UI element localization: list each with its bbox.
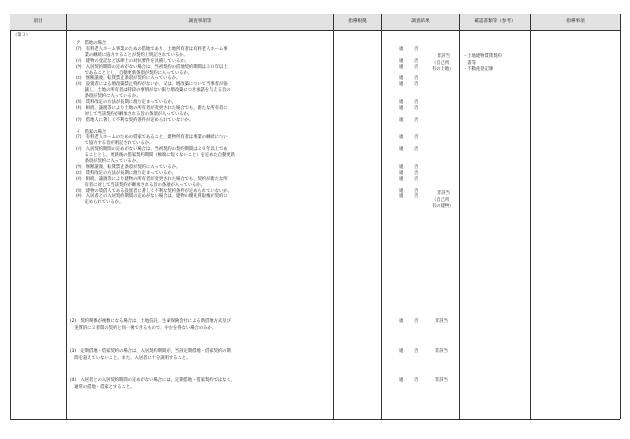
- result-mark: 否: [414, 164, 419, 170]
- check-item-text: (ｲ) 建物の登記など法律上の対抗要件を具備しているか。: [76, 58, 189, 64]
- header-item: 項目: [10, 14, 66, 30]
- check-item-text: 条項が契約に入っているか。: [76, 94, 141, 100]
- check-item-text: イ 借家の場合: [76, 129, 107, 135]
- inspection-table: [10, 14, 620, 419]
- result-mark: 適: [399, 82, 404, 88]
- section-label: （第３）: [13, 33, 31, 38]
- not-applicable-line: 非該当: [437, 191, 450, 196]
- result-mark: 適: [399, 58, 404, 64]
- col-divider-5: [530, 14, 531, 419]
- check-item-text: (ｵ) 設置者による増改築禁止特約がないか、又は、増改築について当事者が協: [76, 82, 228, 88]
- check-item-text: (ｷ) 入居者との入居契約期間の定めがない場合は、建物の優先買取権が契約に: [76, 194, 228, 200]
- result-mark: 適: [399, 135, 404, 141]
- table-border-bottom: [10, 419, 620, 420]
- check-item-text: (ｶ) 賃料改定の方法が長期に渡り定まっているか。: [76, 100, 177, 105]
- check-item-text: 有者に対して当該契約が継承される旨の条項が入っているか。: [76, 182, 205, 188]
- check-item-text: (4) 入居者との入居契約期間の定めがない場合には、定期借地・借家契約ではなく、: [70, 378, 235, 383]
- not-applicable-line: 有の建物）: [432, 204, 454, 210]
- result-mark: 非該当: [435, 378, 448, 383]
- col-divider-4: [459, 14, 460, 419]
- check-item-text: 条項が契約に入っているか。: [76, 159, 141, 164]
- check-item-text: 通常の借地・借家とすること。: [70, 384, 135, 390]
- result-mark: 適: [399, 46, 404, 52]
- result-mark: 適: [399, 164, 404, 170]
- result-mark: 適: [399, 319, 404, 324]
- result-mark: 適: [399, 170, 404, 176]
- result-mark: 否: [414, 135, 419, 141]
- result-mark: 否: [414, 82, 419, 88]
- col-divider-1: [66, 14, 67, 419]
- result-mark: 適: [399, 188, 404, 194]
- result-mark: 否: [414, 76, 419, 82]
- header-result: 調査結果: [382, 14, 459, 30]
- check-item-text: (ｱ) 有料老人ホーム事業のための借地であり、土地所有者は有料老人ホーム事: [76, 46, 228, 52]
- check-item-text: (ｳ) 無断譲渡、転貸禁止条項が契約に入っているか。: [76, 164, 181, 170]
- check-item-text: (ｷ) 相続、譲渡等により土地の所有者が変更された場合でも、新たな所有者に: [76, 105, 228, 111]
- result-mark: 否: [414, 46, 419, 52]
- check-item-text: 議し、土地の所有者は特段の事情がない限り増改築につき承諾を与える旨の: [76, 88, 231, 94]
- result-mark: 否: [414, 64, 419, 70]
- check-item-text: (ｵ) 相続、譲渡等により建物の所有者が変更された場合でも、契約が新たな所: [76, 176, 228, 182]
- header-basis: 指導根拠: [334, 14, 381, 30]
- result-mark: 否: [414, 176, 419, 182]
- result-mark: 否: [414, 58, 419, 64]
- check-item-text: て協力する旨が明記されているか。: [76, 141, 154, 147]
- check-item-text: (2) 契約関係が複数になる場合は、土地信託、生命保険会社による新借地方式及び: [70, 319, 231, 324]
- check-item-text: 定められているか。: [76, 200, 124, 206]
- result-mark: 否: [414, 378, 419, 383]
- check-item-text: ア 借地の場合: [76, 41, 107, 46]
- result-mark: 否: [414, 147, 419, 153]
- result-mark: 否: [414, 170, 419, 176]
- result-mark: 適: [399, 194, 404, 200]
- check-item-text: であることとし、自動更新条項が契約に入っているか。: [76, 70, 193, 76]
- check-item-text: ることとし、更新後の借家契約期間（極端に短くないこと）を定めた自動更新: [76, 153, 235, 159]
- result-mark: 適: [399, 349, 404, 354]
- reference-line: ・土地建物賃貸契約: [463, 54, 502, 59]
- result-mark: 適: [399, 117, 404, 123]
- check-item-text: (ｶ) 建物の賃借人である設置者に著しく不利な契約条件が定められていないか。: [76, 188, 232, 194]
- check-item-text: (ｴ) 賃料改定の方法が長期に渡り定まっているか。: [76, 170, 177, 176]
- table-border-right: [620, 14, 621, 419]
- col-divider-2: [333, 14, 334, 419]
- reference-line: ・不動産登記簿: [463, 67, 494, 73]
- result-mark: 適: [399, 105, 404, 111]
- header-divider: [10, 30, 620, 31]
- not-applicable-line: 非該当: [437, 54, 450, 59]
- result-mark: 否: [414, 117, 419, 123]
- result-mark: 非該当: [435, 349, 448, 354]
- result-mark: 適: [399, 378, 404, 383]
- reference-line: 書等: [463, 60, 476, 66]
- result-mark: 否: [414, 188, 419, 194]
- header-checks: 調査事項等: [67, 14, 333, 30]
- result-mark: 適: [399, 147, 404, 153]
- table-border-left: [10, 14, 11, 419]
- result-mark: 否: [414, 100, 419, 105]
- check-item-text: (ｲ) 入居契約期間の定めがない場合は、当初契約の契約期間は２０年以上であ: [76, 147, 228, 153]
- col-divider-3: [381, 14, 382, 419]
- check-item-text: (ｸ) 借地人に著しく不利な契約条件が定められていないか。: [76, 117, 194, 123]
- result-mark: 適: [399, 64, 404, 70]
- result-mark: 適: [399, 100, 404, 105]
- header-confirm: 確認書類等（参考）: [460, 14, 530, 30]
- check-item-text: (3) 定期借地・借家契約の場合は、入居契約期間が、当該定期借地・借家契約の期: [70, 349, 231, 354]
- result-mark: 否: [414, 349, 419, 354]
- result-mark: 適: [399, 76, 404, 82]
- result-mark: 適: [399, 176, 404, 182]
- header-guidance: 指導事項: [531, 14, 620, 30]
- check-item-text: 実質的に２者間の契約と同一視できるもので、やむを得ない場合のみか。: [70, 325, 217, 331]
- check-item-text: (ｳ) 入居契約期間の定めがない場合は、当初契約の借地契約期間は３０年以上: [76, 64, 228, 70]
- result-mark: 否: [414, 319, 419, 324]
- check-item-text: 業の継続に協力することが契約上明記されているか。: [76, 52, 188, 58]
- result-mark: 否: [414, 194, 419, 200]
- not-applicable-line: （自己所: [432, 197, 450, 203]
- not-applicable-line: （自己所: [432, 60, 450, 66]
- check-item-text: (ｴ) 無断譲渡、転貸禁止条項が契約に入っているか。: [76, 76, 181, 82]
- not-applicable-line: 有の土地）: [432, 67, 454, 73]
- result-mark: 非該当: [435, 319, 448, 324]
- check-item-text: 対して当該契約が継承される旨の条項が入っているか。: [76, 111, 193, 117]
- check-item-text: 間を超えていないこと。また、入居者に十分説明すること。: [70, 355, 191, 361]
- result-mark: 否: [414, 105, 419, 111]
- check-item-text: (ｱ) 有料老人ホームのための借家であること、建物所有者は事業の継続につい: [76, 135, 228, 141]
